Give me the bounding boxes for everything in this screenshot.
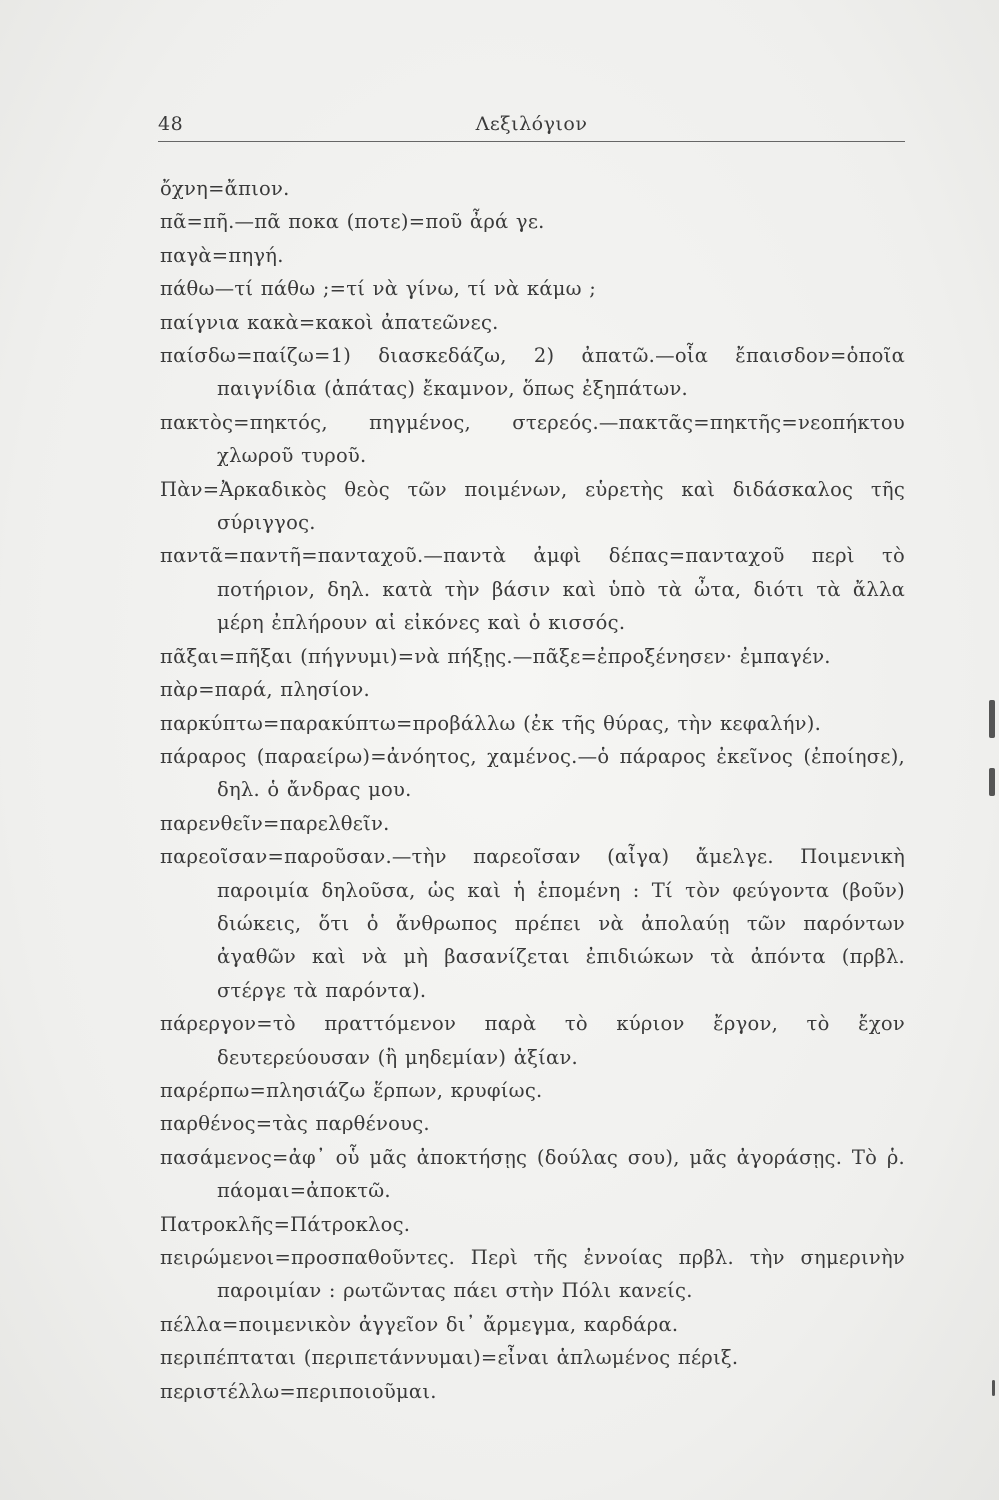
glossary-entry: περιστέλλω=περιποιοῦμαι. [160,1379,437,1403]
glossary-entry: παρκύπτω=παρακύπτω=προβάλλω (ἐκ τῆς θύρας, τὴν κεφαλήν). [160,711,822,735]
glossary-entry: πάθω—τί πάθω ;=τί νὰ γίνω, τί νὰ κάμω ; [160,277,597,301]
glossary-entry: πασάμενος=ἀφ᾽ οὗ μᾶς ἀποκτήσῃς (δούλας σου), μᾶς ἀγοράσῃς. Τὸ ῥ. πάομαι=ἀποκτῶ. [160,1145,905,1203]
binding-edge-mark [989,700,995,738]
glossary-entry: πᾶ=πῆ.—πᾶ ποκα (ποτε)=ποῦ ἆρά γε. [160,210,545,234]
glossary-entry: πᾶξαι=πῆξαι (πήγνυμι)=νὰ πήξῃς.—πᾶξε=ἐπροξένησεν· ἐμπαγέν. [160,644,831,668]
binding-edge-mark [992,1380,995,1396]
glossary-entry: πειρώμενοι=προσπαθοῦντες. Περὶ τῆς ἐννοίας πρβλ. τὴν σημερινὴν παροιμίαν : ρωτῶντας πάει στὴν Πόλι κανείς. [160,1246,905,1303]
glossary-entry: πακτὸς=πηκτός, πηγμένος, στερεός.—πακτᾶς=πηκτῆς=νεοπήκτου χλωροῦ τυροῦ. [160,410,905,468]
glossary-entry: πάρεργον=τὸ πραττόμενον παρὰ τὸ κύριον ἔργον, τὸ ἔχον δευτερεύουσαν (ἢ μηδεμίαν) ἀξίαν. [160,1012,905,1069]
glossary-entry: πέλλα=ποιμενικὸν ἀγγεῖον δι᾽ ἄρμεγμα, καρδάρα. [160,1312,679,1336]
glossary-entry: περιπέπταται (περιπετάννυμαι)=εἶναι ἁπλωμένος πέριξ. [160,1346,739,1370]
page-number: 48 [158,113,184,135]
glossary-entry: ὄχνη=ἄπιον. [160,177,290,200]
binding-edge-mark [989,768,995,796]
glossary-entry: πὰρ=παρά, πλησίον. [160,678,370,702]
glossary-entry: παρθένος=τὰς παρθένους. [160,1112,430,1136]
glossary-entry: παρέρπω=πλησιάζω ἕρπων, κρυφίως. [160,1078,543,1102]
glossary-entry: παίσδω=παίζω=1) διασκεδάζω, 2) ἀπατῶ.—οἷα ἔπαισδον=ὁποῖα παιγνίδια (ἀπάτας) ἔκαμνον, ὅπως ἐξηπάτων. [160,344,905,401]
header-rule [158,141,905,142]
glossary-entries [160,172,905,1408]
running-title: Λεξιλόγιον [475,113,588,135]
glossary-entry: παντᾶ=παντῆ=πανταχοῦ.—παντὰ ἀμφὶ δέπας=πανταχοῦ περὶ τὸ ποτήριον, δηλ. κατὰ τὴν βάσιν καὶ ὑπὸ τὰ ὦτα, διότι τὰ ἄλλα μέρη ἐπλήρουν αἱ εἰκόνες καὶ ὁ κισσός. [160,544,905,635]
glossary-entry: παίγνια κακὰ=κακοὶ ἀπατεῶνες. [160,310,499,334]
glossary-entry: Πατροκλῆς=Πάτροκλος. [160,1212,411,1236]
glossary-entry: παρεοῖσαν=παροῦσαν.—τὴν παρεοῖσαν (αἶγα) ἄμελγε. Ποιμενικὴ παροιμία δηλοῦσα, ὡς καὶ ἡ ἑπομένη : Τί τὸν φεύγοντα (βοῦν) διώκεις, ὅτι ὁ ἄνθρωπος πρέπει νὰ ἀπολαύῃ τῶν παρόντων ἀγαθῶν καὶ νὰ μὴ βασανίζεται ἐπιδιώκων τὰ ἀπόντα (πρβλ. στέργε τὰ παρόντα). [160,845,905,1002]
glossary-entry: Πὰν=Ἀρκαδικὸς θεὸς τῶν ποιμένων, εὑρετὴς καὶ διδάσκαλος τῆς σύριγγος. [160,477,905,535]
glossary-entry: παρενθεῖν=παρελθεῖν. [160,811,390,835]
glossary-entry: παγὰ=πηγή. [160,243,284,267]
glossary-entry: πάραρος (παραείρω)=ἀνόητος, χαμένος.—ὁ πάραρος ἐκεῖνος (ἐποίησε), δηλ. ὁ ἄνδρας μου. [160,744,905,802]
page-header [158,113,905,143]
